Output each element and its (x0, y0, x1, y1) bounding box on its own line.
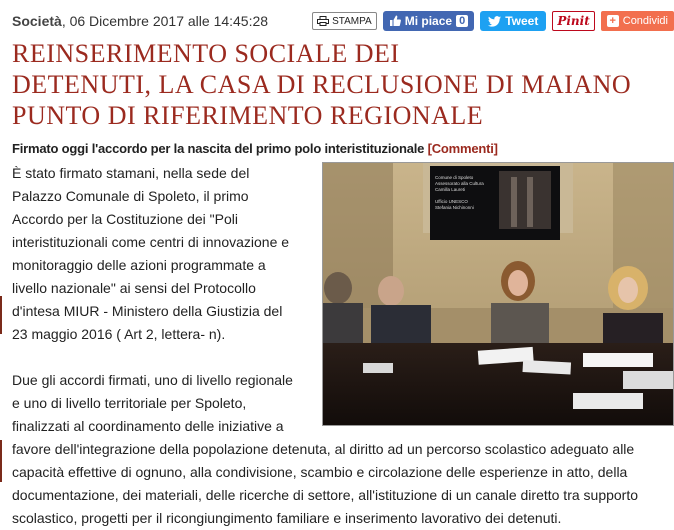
article-container (12, 6, 674, 530)
person-2-head (378, 276, 404, 306)
section-link[interactable]: Società (12, 13, 62, 29)
share-button[interactable] (601, 11, 674, 31)
tweet-label: Tweet (505, 14, 539, 28)
tweet-button[interactable] (480, 11, 546, 31)
document (573, 393, 643, 409)
paragraph-line: È stato firmato stamani, nella sede del (12, 165, 250, 181)
paragraph-line: scolastico, progetti per il ricongiungimento familiare e inserimento lavorativo dei detenuti. (12, 510, 562, 526)
title-line: PUNTO DI RIFERIMENTO REGIONALE (12, 101, 484, 130)
facebook-like-button[interactable] (383, 11, 474, 31)
article-subtitle (12, 141, 674, 156)
person-left-head (324, 272, 352, 304)
print-label: STAMPA (332, 15, 372, 27)
screen-column (527, 177, 533, 227)
pinterest-button[interactable] (552, 11, 594, 31)
paragraph-line: livello nazionale" ai sensi del Protocollo (12, 280, 256, 296)
share-label: Condividi (622, 15, 668, 27)
screen-text-line: Assessorato alla Cultura (435, 181, 484, 186)
screen-text-line: Ufficio UNESCO (435, 199, 468, 204)
twitter-bird-icon (488, 16, 501, 27)
article-meta (12, 13, 268, 29)
pin-label: Pinit (557, 14, 590, 28)
left-edge-marker-bottom (0, 440, 2, 482)
screen-text-line: Camilla Laureti (435, 187, 466, 192)
title-line: DETENUTI, LA CASA DI RECLUSIONE DI MAIANO (12, 70, 632, 99)
share-actions (312, 11, 674, 31)
document (583, 353, 653, 367)
left-edge-marker-top (0, 296, 2, 334)
paragraph-line: capacità effettive di ognuno, alla condivisione, scambio e circolazione delle esperienze in atto, della (12, 464, 628, 480)
printer-icon (317, 16, 329, 26)
paragraph-line: monitoraggio delle azioni programmate a (12, 257, 266, 273)
person-3-face (508, 270, 528, 296)
paragraph-line: interistituzionali come centri di innovazione e (12, 234, 290, 250)
screen-column (511, 177, 517, 227)
document (523, 360, 572, 374)
article-body (12, 162, 674, 530)
plus-icon: + (607, 15, 619, 27)
thumbs-up-icon (389, 15, 401, 27)
paragraph-line: Due gli accordi firmati, uno di livello regionale (12, 372, 293, 388)
like-count: 0 (456, 15, 468, 27)
document-stack (623, 371, 673, 389)
like-label: Mi piace (404, 14, 453, 28)
article-topbar (12, 6, 674, 36)
screen-text-line: Comune di Spoleto (435, 175, 474, 180)
screen-picture (499, 171, 551, 229)
article-photo[interactable] (322, 162, 674, 426)
paragraph-line: 23 maggio 2016 ( Art 2, lettera- n). (12, 326, 226, 342)
document (363, 363, 393, 373)
publish-date: , 06 Dicembre 2017 alle 14:45:28 (61, 13, 269, 29)
paragraph-line: favore dell'integrazione della popolazione detenuta, al diritto ad un percorso scolastico adeguato alle (12, 441, 635, 457)
paragraph-line: d'intesa MIUR - Ministero della Giustizia del (12, 303, 283, 319)
screen-text-line: Stefania Nichinonni (435, 205, 474, 210)
article-title (12, 38, 674, 131)
paragraph-line: documentazione, dei materiali, delle ricerche di settore, all'istituzione di un canale diretto tra supporto (12, 487, 639, 503)
paragraph-line: finalizzati al coordinamento delle iniziative a (12, 418, 284, 434)
print-button[interactable] (312, 12, 377, 30)
title-line: REINSERIMENTO SOCIALE DEI (12, 39, 400, 68)
subtitle-text: Firmato oggi l'accordo per la nascita del primo polo interistituzionale (12, 141, 428, 156)
paragraph-line: Accordo per la Costituzione dei "Poli (12, 211, 238, 227)
comments-link[interactable]: [Commenti] (427, 141, 498, 156)
person-4-face (618, 277, 638, 303)
meeting-photo-illustration (323, 163, 673, 425)
paragraph-line: Palazzo Comunale di Spoleto, il primo (12, 188, 249, 204)
paragraph-line: e uno di livello territoriale per Spoleto, (12, 395, 247, 411)
